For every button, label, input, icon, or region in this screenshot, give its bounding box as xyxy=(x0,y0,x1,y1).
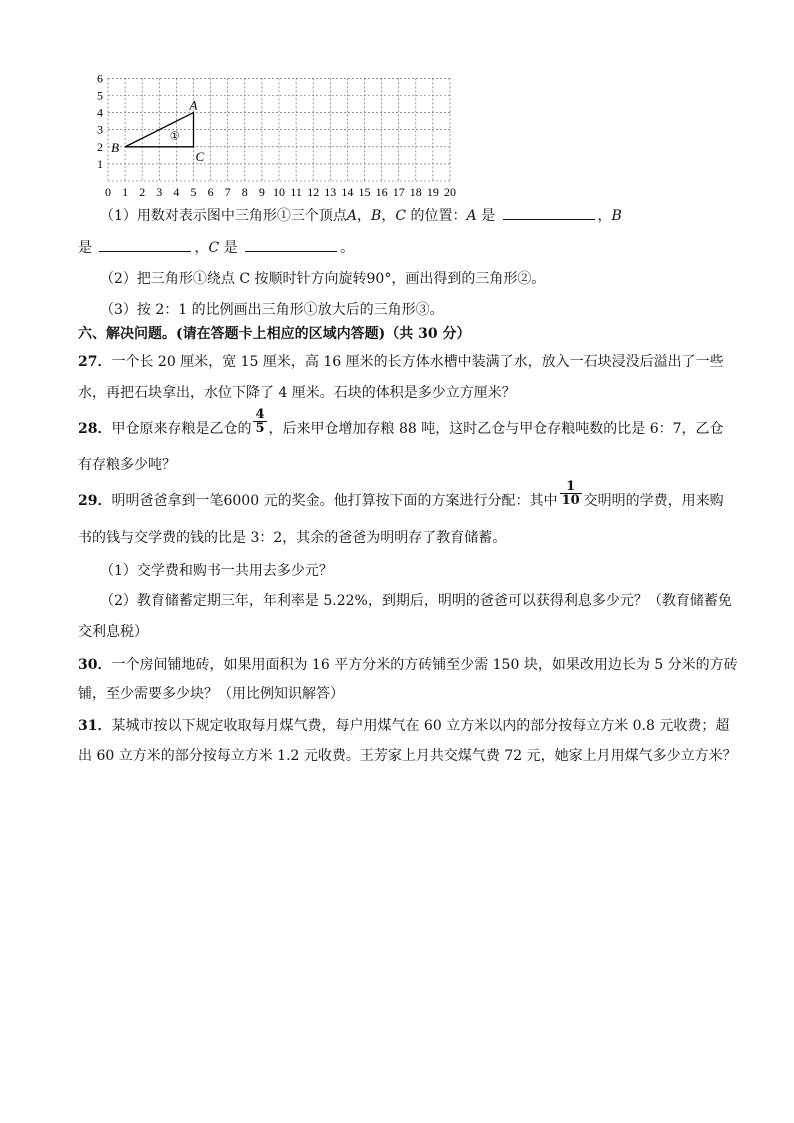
answer-blank-c[interactable] xyxy=(245,238,337,252)
x-tick-label: 16 xyxy=(375,185,388,199)
x-tick-label: 0 xyxy=(105,185,111,199)
x-tick-label: 19 xyxy=(426,185,439,199)
triangle-1-label: ① xyxy=(169,130,180,143)
q28-number: 28． xyxy=(78,421,112,437)
x-tick-label: 18 xyxy=(409,185,422,199)
q31-text1: 某城市按以下规定收取每月煤气费，每户用煤气在 60 立方米以内的部分按每立方米 0.8 元收费；超 xyxy=(111,718,730,734)
coordinate-grid xyxy=(88,74,468,200)
q29-part1: （1）交学费和购书一共用去多少元？ xyxy=(100,563,333,579)
y-tick-label: 2 xyxy=(97,139,103,154)
x-tick-label: 11 xyxy=(290,185,302,199)
q26-p1-text5: 是 xyxy=(223,240,238,256)
q26-p1-text3: 是 xyxy=(481,208,496,224)
fraction-4-5 xyxy=(253,408,266,435)
q28-text1b: ，后来甲仓增加存粮 88 吨，这时乙仓与甲仓存粮吨数的比是 6：7，乙仓 xyxy=(268,421,724,437)
q26-part2: （2）把三角形①绕点 C 按顺时针方向旋转90°，画出得到的三角形②。 xyxy=(100,271,546,287)
y-tick-label: 6 xyxy=(97,74,103,86)
q28-line2: 有存粮多少吨？ xyxy=(78,457,176,473)
q29-text1b: 交明明的学费，用来购 xyxy=(583,493,724,509)
y-tick-label: 1 xyxy=(97,156,103,171)
x-tick-label: 3 xyxy=(156,185,163,199)
q29-part2-line1: （2）教育储蓄定期三年，年利率是 5.22%，到期后，明明的爸爸可以获得利息多少元？（教育储蓄免 xyxy=(100,593,732,609)
vertex-label-a: A xyxy=(189,97,198,113)
x-tick-label: 4 xyxy=(173,185,180,199)
y-tick-label: 4 xyxy=(97,105,103,120)
q29-number: 29． xyxy=(78,493,112,509)
q27-line1 xyxy=(78,352,778,372)
section-heading: 六、解决问题。(请在答题卡上相应的区域内答题)（共 30 分） xyxy=(78,326,471,342)
x-tick-label: 17 xyxy=(392,185,405,199)
x-tick-label: 9 xyxy=(258,185,265,199)
x-tick-label: 10 xyxy=(273,185,285,199)
fraction-denominator: 10 xyxy=(561,492,580,508)
answer-blank-a[interactable] xyxy=(503,206,595,220)
q27-text1: 一个长 20 厘米，宽 15 厘米，高 16 厘米的长方体水槽中装满了水，放入一石块浸没后溢出了一些 xyxy=(111,354,724,370)
q27-line2: 水，再把石块拿出，水位下降了 4 厘米。石块的体积是多少立方厘米？ xyxy=(78,385,516,401)
fraction-numerator: 4 xyxy=(255,406,265,422)
answer-blank-b[interactable] xyxy=(99,238,191,252)
q26-p1-text: （1）用数对表示图中三角形①三个顶点 xyxy=(100,208,347,224)
vertex-label-c: C xyxy=(195,148,205,164)
q30-text1: 一个房间铺地砖，如果用面积为 16 平方分米的方砖铺至少需 150 块，如果改用边长为 5 分米的方砖 xyxy=(111,657,738,673)
q29-line2: 书的钱与交学费的钱的比是 3：2，其余的爸爸为明明存了教育储蓄。 xyxy=(78,530,507,546)
q26-p1-text4: 是 xyxy=(78,240,92,256)
q29-part2-line2: 交利息税） xyxy=(78,624,148,640)
q28-text1a: 甲仓原来存粮是乙仓的 xyxy=(111,421,252,437)
fraction-denominator: 5 xyxy=(255,420,265,436)
triangle-1 xyxy=(125,113,193,147)
q30-line1 xyxy=(78,655,778,675)
coordinate-grid-figure xyxy=(88,74,468,200)
q29-line1 xyxy=(78,478,778,511)
y-tick-label: 5 xyxy=(97,88,103,103)
x-tick-label: 7 xyxy=(224,185,231,199)
q31-line2: 出 60 立方米的部分按每立方米 1.2 元收费。王芳家上月共交煤气费 72 元，她家上月用煤气多少立方米？ xyxy=(78,748,737,764)
q28-line1 xyxy=(78,406,778,439)
q29-text1a: 明明爸爸拿到一笔6000 元的奖金。他打算按下面的方案进行分配：其中 xyxy=(111,493,558,509)
x-tick-label: 14 xyxy=(341,185,354,199)
fraction-numerator: 1 xyxy=(560,480,582,494)
fraction-1-10 xyxy=(560,480,582,507)
q31-number: 31． xyxy=(78,718,112,734)
x-tick-label: 2 xyxy=(139,185,146,199)
q27-number: 27． xyxy=(78,354,112,370)
q26-p1-text2: 的位置： xyxy=(410,208,467,224)
q26-part1-line1: （1）用数对表示图中三角形①三个顶点A，B，C 的位置：A 是 ，B xyxy=(100,208,622,224)
q26-part1-line2: 是 ，C 是 。 xyxy=(78,240,355,256)
x-tick-label: 6 xyxy=(207,185,214,199)
q26-part3: （3）按 2：1 的比例画出三角形①放大后的三角形③。 xyxy=(100,302,444,318)
x-tick-label: 8 xyxy=(241,185,248,199)
x-tick-label: 12 xyxy=(307,185,320,199)
y-tick-label: 3 xyxy=(97,122,103,137)
q30-number: 30． xyxy=(78,657,112,673)
x-tick-label: 13 xyxy=(324,185,337,199)
x-tick-label: 20 xyxy=(444,185,456,199)
vertex-label-b: B xyxy=(111,139,120,155)
x-tick-label: 5 xyxy=(190,185,197,199)
q30-line2: 铺，至少需要多少块？（用比例知识解答） xyxy=(78,686,344,702)
q31-line1 xyxy=(78,716,778,736)
x-tick-label: 1 xyxy=(122,185,129,199)
x-tick-label: 15 xyxy=(358,185,371,199)
